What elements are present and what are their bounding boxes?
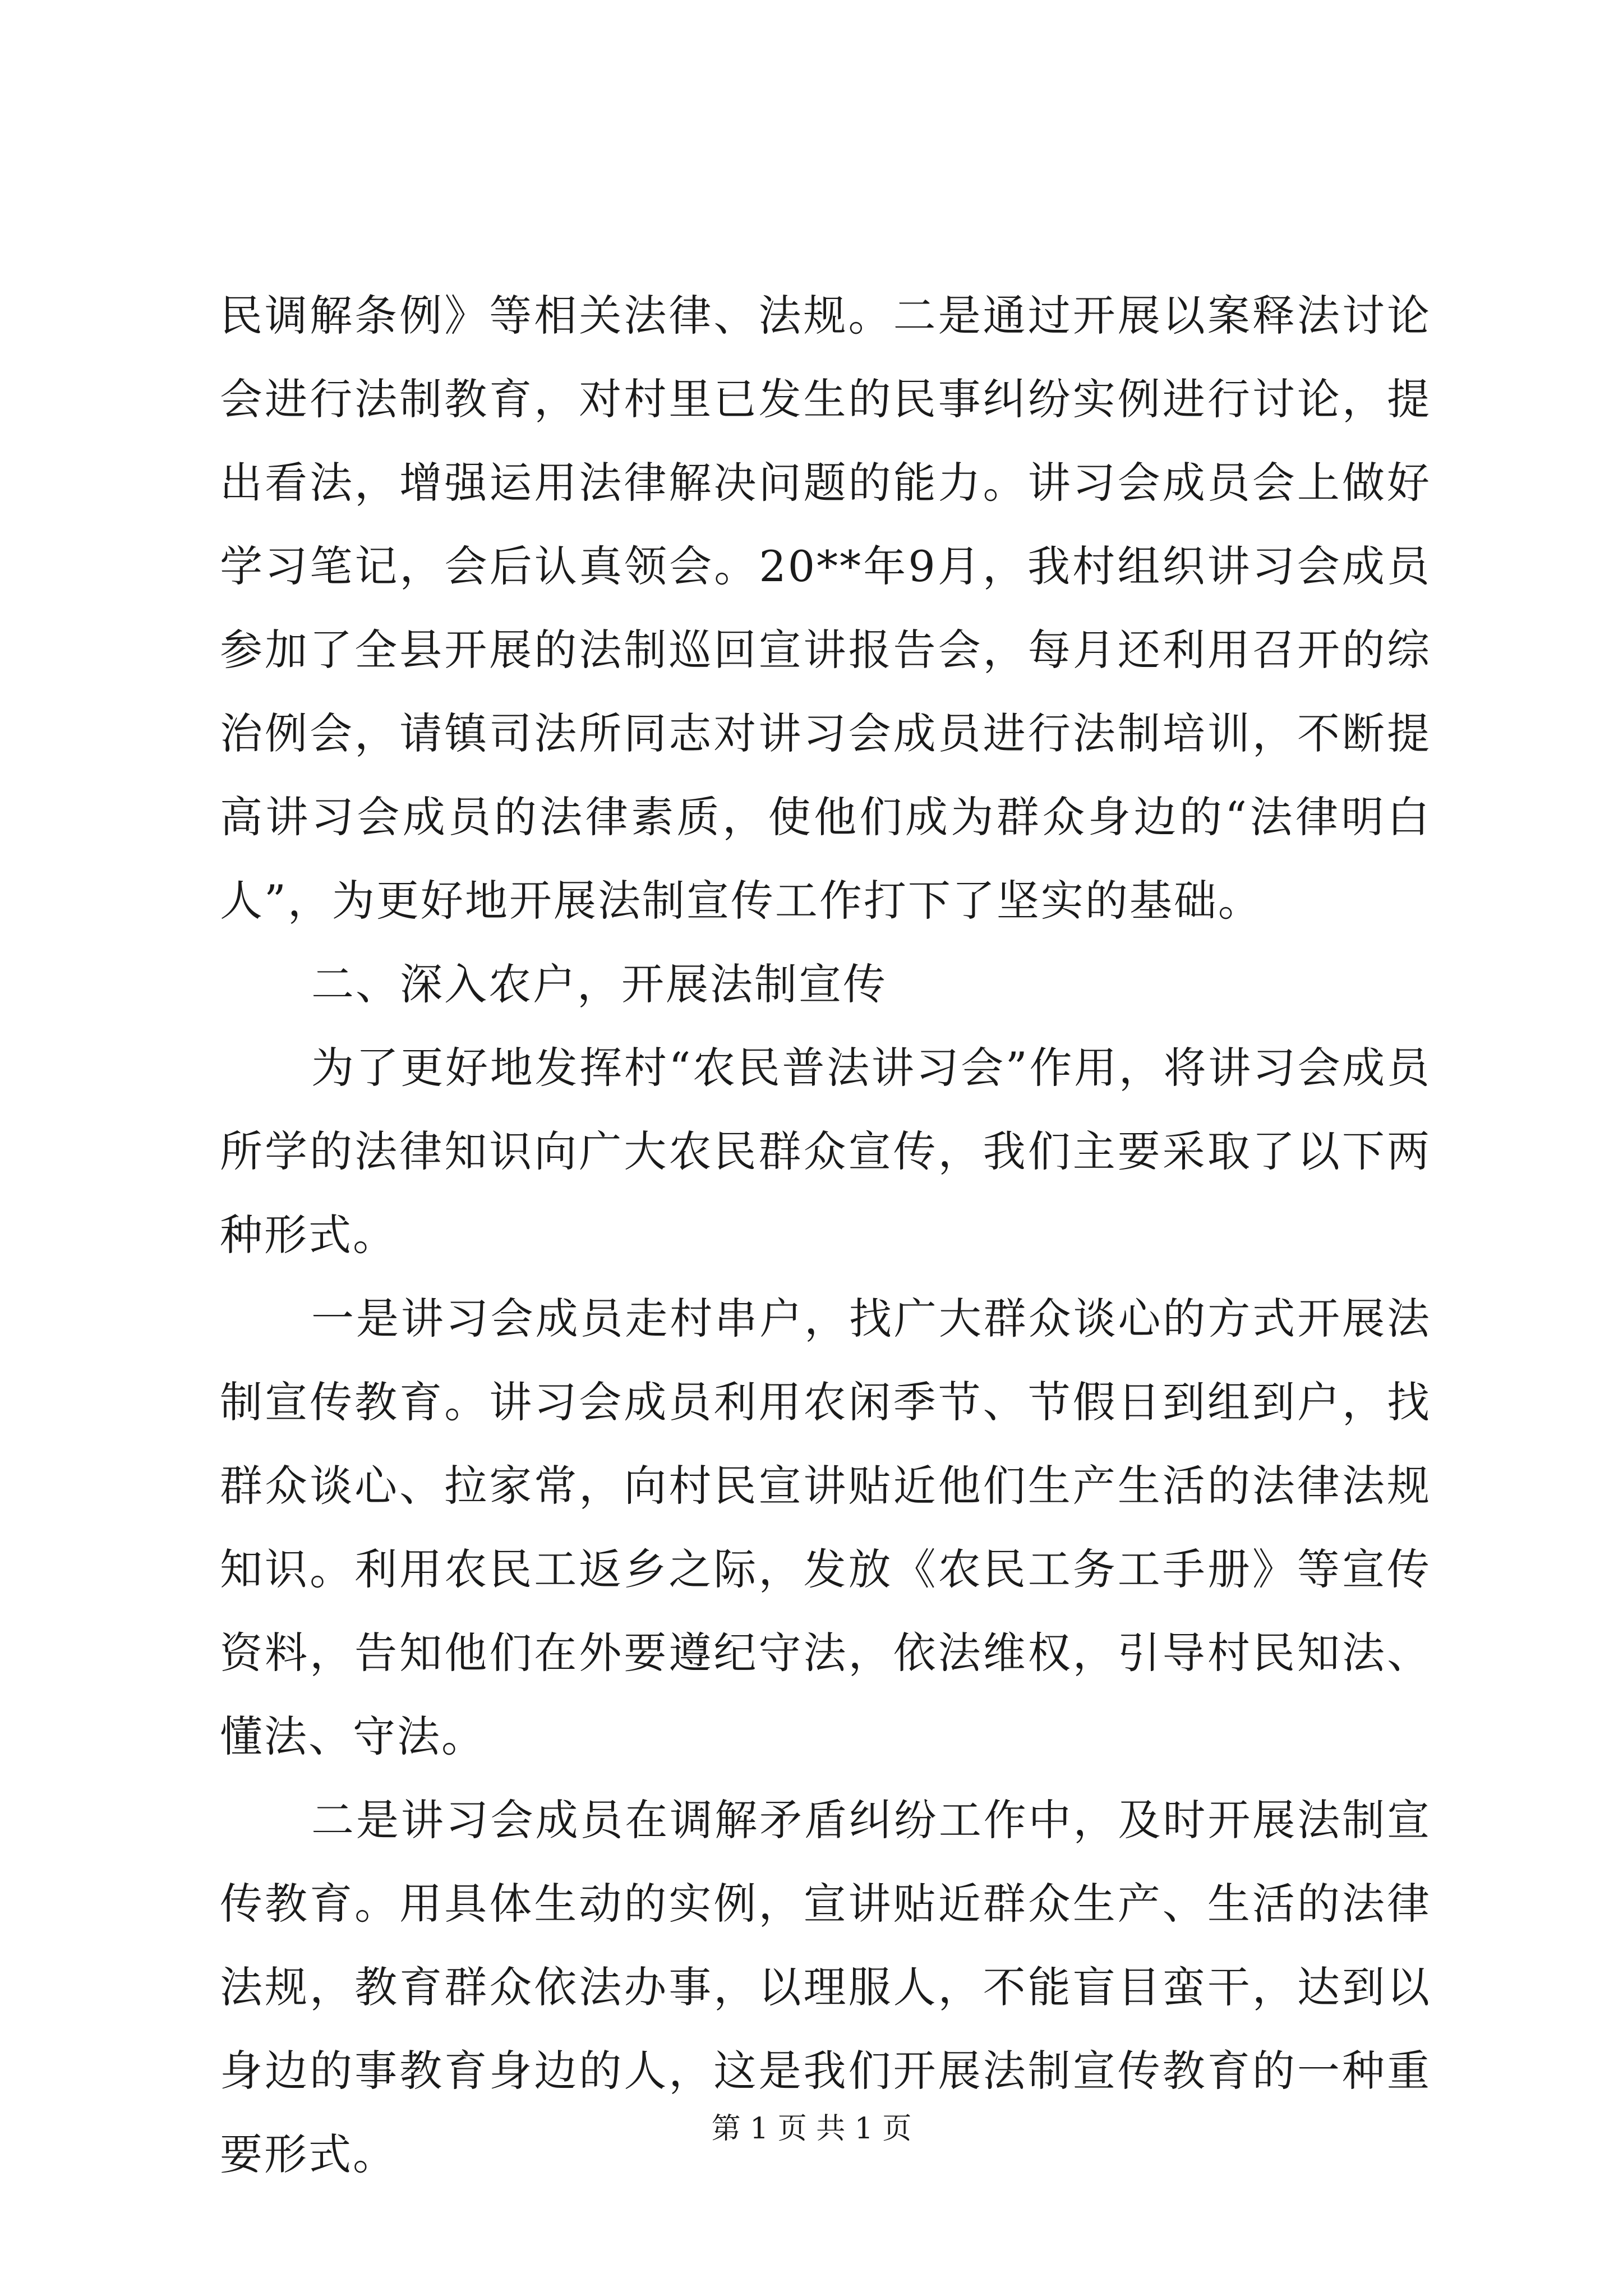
- paragraph-1: 民调解条例》等相关法律、法规。二是通过开展以案释法讨论会进行法制教育，对村里已发生的民事纠纷实例进行讨论，提出看法，增强运用法律解决问题的能力。讲习会成员会上做好学习笔记，会后认真领会。20**年9月，我村组织讲习会成员参加了全县开展的法制巡回宣讲报告会，每月还利用召开的综治例会，请镇司法所同志对讲习会成员进行法制培训，不断提高讲习会成员的法律素质，使他们成为群众身边的“法律明白人”，为更好地开展法制宣传工作打下了坚实的基础。: [220, 291, 1431, 926]
- paragraph-2: 为了更好地发挥村“农民普法讲习会”作用，将讲习会成员所学的法律知识向广大农民群众宣传，我们主要采取了以下两种形式。: [220, 1043, 1431, 1260]
- paragraph-4: 二是讲习会成员在调解矛盾纠纷工作中，及时开展法制宣传教育。用具体生动的实例，宣讲贴近群众生产、生活的法律法规，教育群众依法办事，以理服人，不能盲目蛮干，达到以身边的事教育身边的人，这是我们开展法制宣传教育的一种重要形式。: [220, 1795, 1431, 2179]
- section-heading: 二、深入农户，开展法制宣传: [311, 959, 887, 1009]
- document-body: [220, 274, 1431, 2196]
- page-number-footer: 第 1 页 共 1 页: [711, 2112, 912, 2146]
- paragraph-3: 一是讲习会成员走村串户，找广大群众谈心的方式开展法制宣传教育。讲习会成员利用农闲季节、节假日到组到户，找群众谈心、拉家常，向村民宣讲贴近他们生产生活的法律法规知识。利用农民工返乡之际，发放《农民工务工手册》等宣传资料，告知他们在外要遵纪守法，依法维权，引导村民知法、懂法、守法。: [220, 1294, 1431, 1761]
